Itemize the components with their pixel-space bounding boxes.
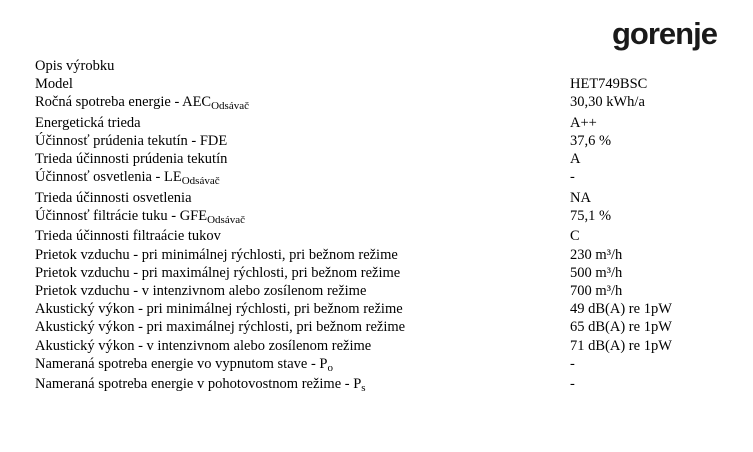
- spec-value: A: [570, 151, 581, 168]
- spec-value: HET749BSC: [570, 76, 648, 92]
- spec-label: Energetická trieda: [35, 114, 141, 131]
- spec-value: -: [570, 355, 575, 372]
- spec-row: [35, 114, 735, 132]
- spec-row: [35, 337, 735, 355]
- spec-value: 71 dB(A) re 1pW: [570, 337, 672, 354]
- spec-row: [35, 93, 735, 114]
- page-title: Opis výrobku: [35, 58, 115, 74]
- spec-label: Prietok vzduchu - pri minimálnej rýchlosti, pri bežnom režime: [35, 246, 398, 263]
- spec-table: [35, 75, 735, 396]
- spec-row: [35, 282, 735, 300]
- spec-value: 65 dB(A) re 1pW: [570, 319, 672, 336]
- spec-row: [35, 132, 735, 150]
- spec-row: [35, 375, 735, 396]
- spec-value: 230 m³/h: [570, 246, 623, 263]
- spec-value: C: [570, 228, 580, 245]
- spec-value: 500 m³/h: [570, 264, 623, 281]
- spec-row: [35, 227, 735, 245]
- spec-value: 30,30 kWh/a: [570, 94, 645, 111]
- spec-row: [35, 75, 735, 93]
- spec-value: -: [570, 376, 575, 393]
- spec-row: [35, 300, 735, 318]
- spec-label: Účinnosť osvetlenia - $LE_{Odsávač}$: [35, 169, 220, 188]
- spec-label: Model: [35, 76, 73, 92]
- spec-label: Nameraná spotreba energie v pohotovostnom režime - $P_s$: [35, 376, 366, 395]
- spec-value: 37,6 %: [570, 132, 612, 149]
- spec-value: 75,1 %: [570, 207, 612, 224]
- spec-label: Prietok vzduchu - pri maximálnej rýchlosti, pri bežnom režime: [35, 264, 401, 281]
- spec-row: [35, 207, 735, 228]
- spec-row: [35, 246, 735, 264]
- brand-logo: gorenje: [612, 16, 717, 51]
- spec-label: Nameraná spotreba energie vo vypnutom stave - $P_o$: [35, 355, 333, 374]
- spec-row: [35, 355, 735, 376]
- spec-label: Akustický výkon - pri maximálnej rýchlosti, pri bežnom režime: [35, 319, 406, 336]
- spec-value: -: [570, 169, 575, 186]
- spec-label: Účinnosť prúdenia tekutín - FDE: [35, 132, 228, 149]
- spec-value: 49 dB(A) re 1pW: [570, 301, 672, 318]
- spec-label: Účinnosť filtrácie tuku - $GFE_{Odsávač}$: [35, 207, 245, 226]
- spec-label: Ročná spotreba energie - $AEC_{Odsávač}$: [35, 94, 249, 113]
- spec-row: [35, 150, 735, 168]
- spec-label: Trieda účinnosti prúdenia tekutín: [35, 151, 228, 168]
- spec-row: [35, 318, 735, 336]
- spec-value: NA: [570, 189, 591, 206]
- spec-label: Trieda účinnosti filtraácie tukov: [35, 228, 221, 245]
- spec-value: 700 m³/h: [570, 283, 623, 299]
- spec-label: Akustický výkon - pri minimálnej rýchlosti, pri bežnom režime: [35, 301, 403, 318]
- spec-row: [35, 168, 735, 189]
- spec-label: Prietok vzduchu - v intenzivnom alebo zosílenom režime: [35, 283, 367, 299]
- spec-value: A++: [570, 114, 597, 131]
- spec-row: [35, 264, 735, 282]
- spec-label: Akustický výkon - v intenzivnom alebo zosílenom režime: [35, 337, 372, 354]
- spec-row: [35, 189, 735, 207]
- spec-label: Trieda účinnosti osvetlenia: [35, 189, 192, 206]
